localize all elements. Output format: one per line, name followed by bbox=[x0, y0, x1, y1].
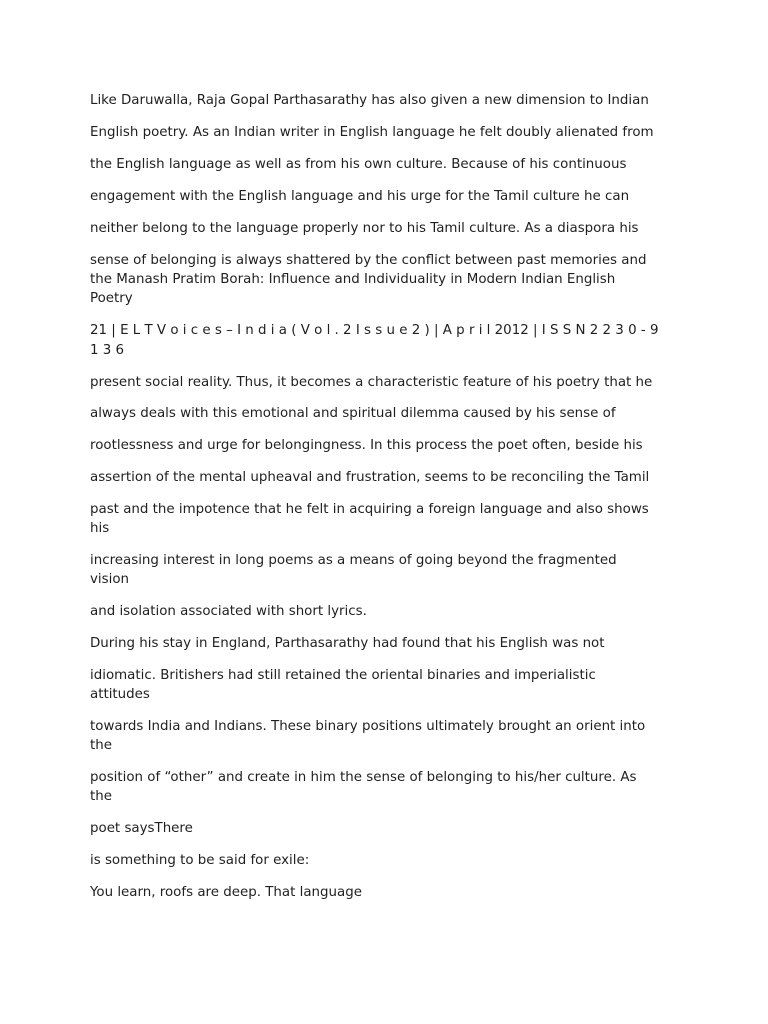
text-line: always deals with this emotional and spiritual dilemma caused by his sense of bbox=[90, 406, 616, 421]
text-line: vision bbox=[90, 572, 130, 587]
text-line: You learn, roofs are deep. That language bbox=[90, 885, 362, 900]
running-header-line: the Manash Pratim Borah: Influence and Individuality in Modern Indian English bbox=[90, 272, 616, 287]
text-line: attitudes bbox=[90, 687, 150, 702]
text-line: poet saysThere bbox=[90, 821, 193, 836]
journal-footer-line: 1 3 6 bbox=[90, 343, 125, 358]
text-line: idiomatic. Britishers had still retained the oriental binaries and imperialistic bbox=[90, 668, 596, 683]
text-line: past and the impotence that he felt in acquiring a foreign language and also shows bbox=[90, 502, 649, 517]
journal-footer-line: 21 | E L T V o i c e s – I n d i a ( V o l . 2 I s s u e 2 ) | A p r i l 2012 | I S S N 2 2 3 0 - 9 bbox=[90, 323, 659, 338]
text-line: his bbox=[90, 521, 110, 536]
text-line: During his stay in England, Parthasarathy had found that his English was not bbox=[90, 636, 605, 651]
text-line: rootlessness and urge for belongingness. In this process the poet often, beside his bbox=[90, 438, 643, 453]
text-line: towards India and Indians. These binary positions ultimately brought an orient into bbox=[90, 719, 646, 734]
text-line: increasing interest in long poems as a means of going beyond the fragmented bbox=[90, 553, 617, 568]
text-line: the bbox=[90, 789, 112, 804]
text-line: the English language as well as from his own culture. Because of his continuous bbox=[90, 157, 627, 172]
text-line: engagement with the English language and his urge for the Tamil culture he can bbox=[90, 189, 630, 204]
text-line: and isolation associated with short lyrics. bbox=[90, 604, 367, 619]
text-line: position of “other” and create in him the sense of belonging to his/her culture. As bbox=[90, 770, 637, 785]
running-header-line: Poetry bbox=[90, 291, 133, 306]
text-line: assertion of the mental upheaval and frustration, seems to be reconciling the Tamil bbox=[90, 470, 650, 485]
text-line: English poetry. As an Indian writer in English language he felt doubly alienated from bbox=[90, 125, 654, 140]
text-line: Like Daruwalla, Raja Gopal Parthasarathy has also given a new dimension to Indian bbox=[90, 93, 649, 108]
text-line: the bbox=[90, 738, 112, 753]
text-line: is something to be said for exile: bbox=[90, 853, 310, 868]
text-line: neither belong to the language properly nor to his Tamil culture. As a diaspora his bbox=[90, 221, 639, 236]
text-line: sense of belonging is always shattered by the conflict between past memories and bbox=[90, 253, 647, 268]
text-line: present social reality. Thus, it becomes a characteristic feature of his poetry that he bbox=[90, 375, 653, 390]
